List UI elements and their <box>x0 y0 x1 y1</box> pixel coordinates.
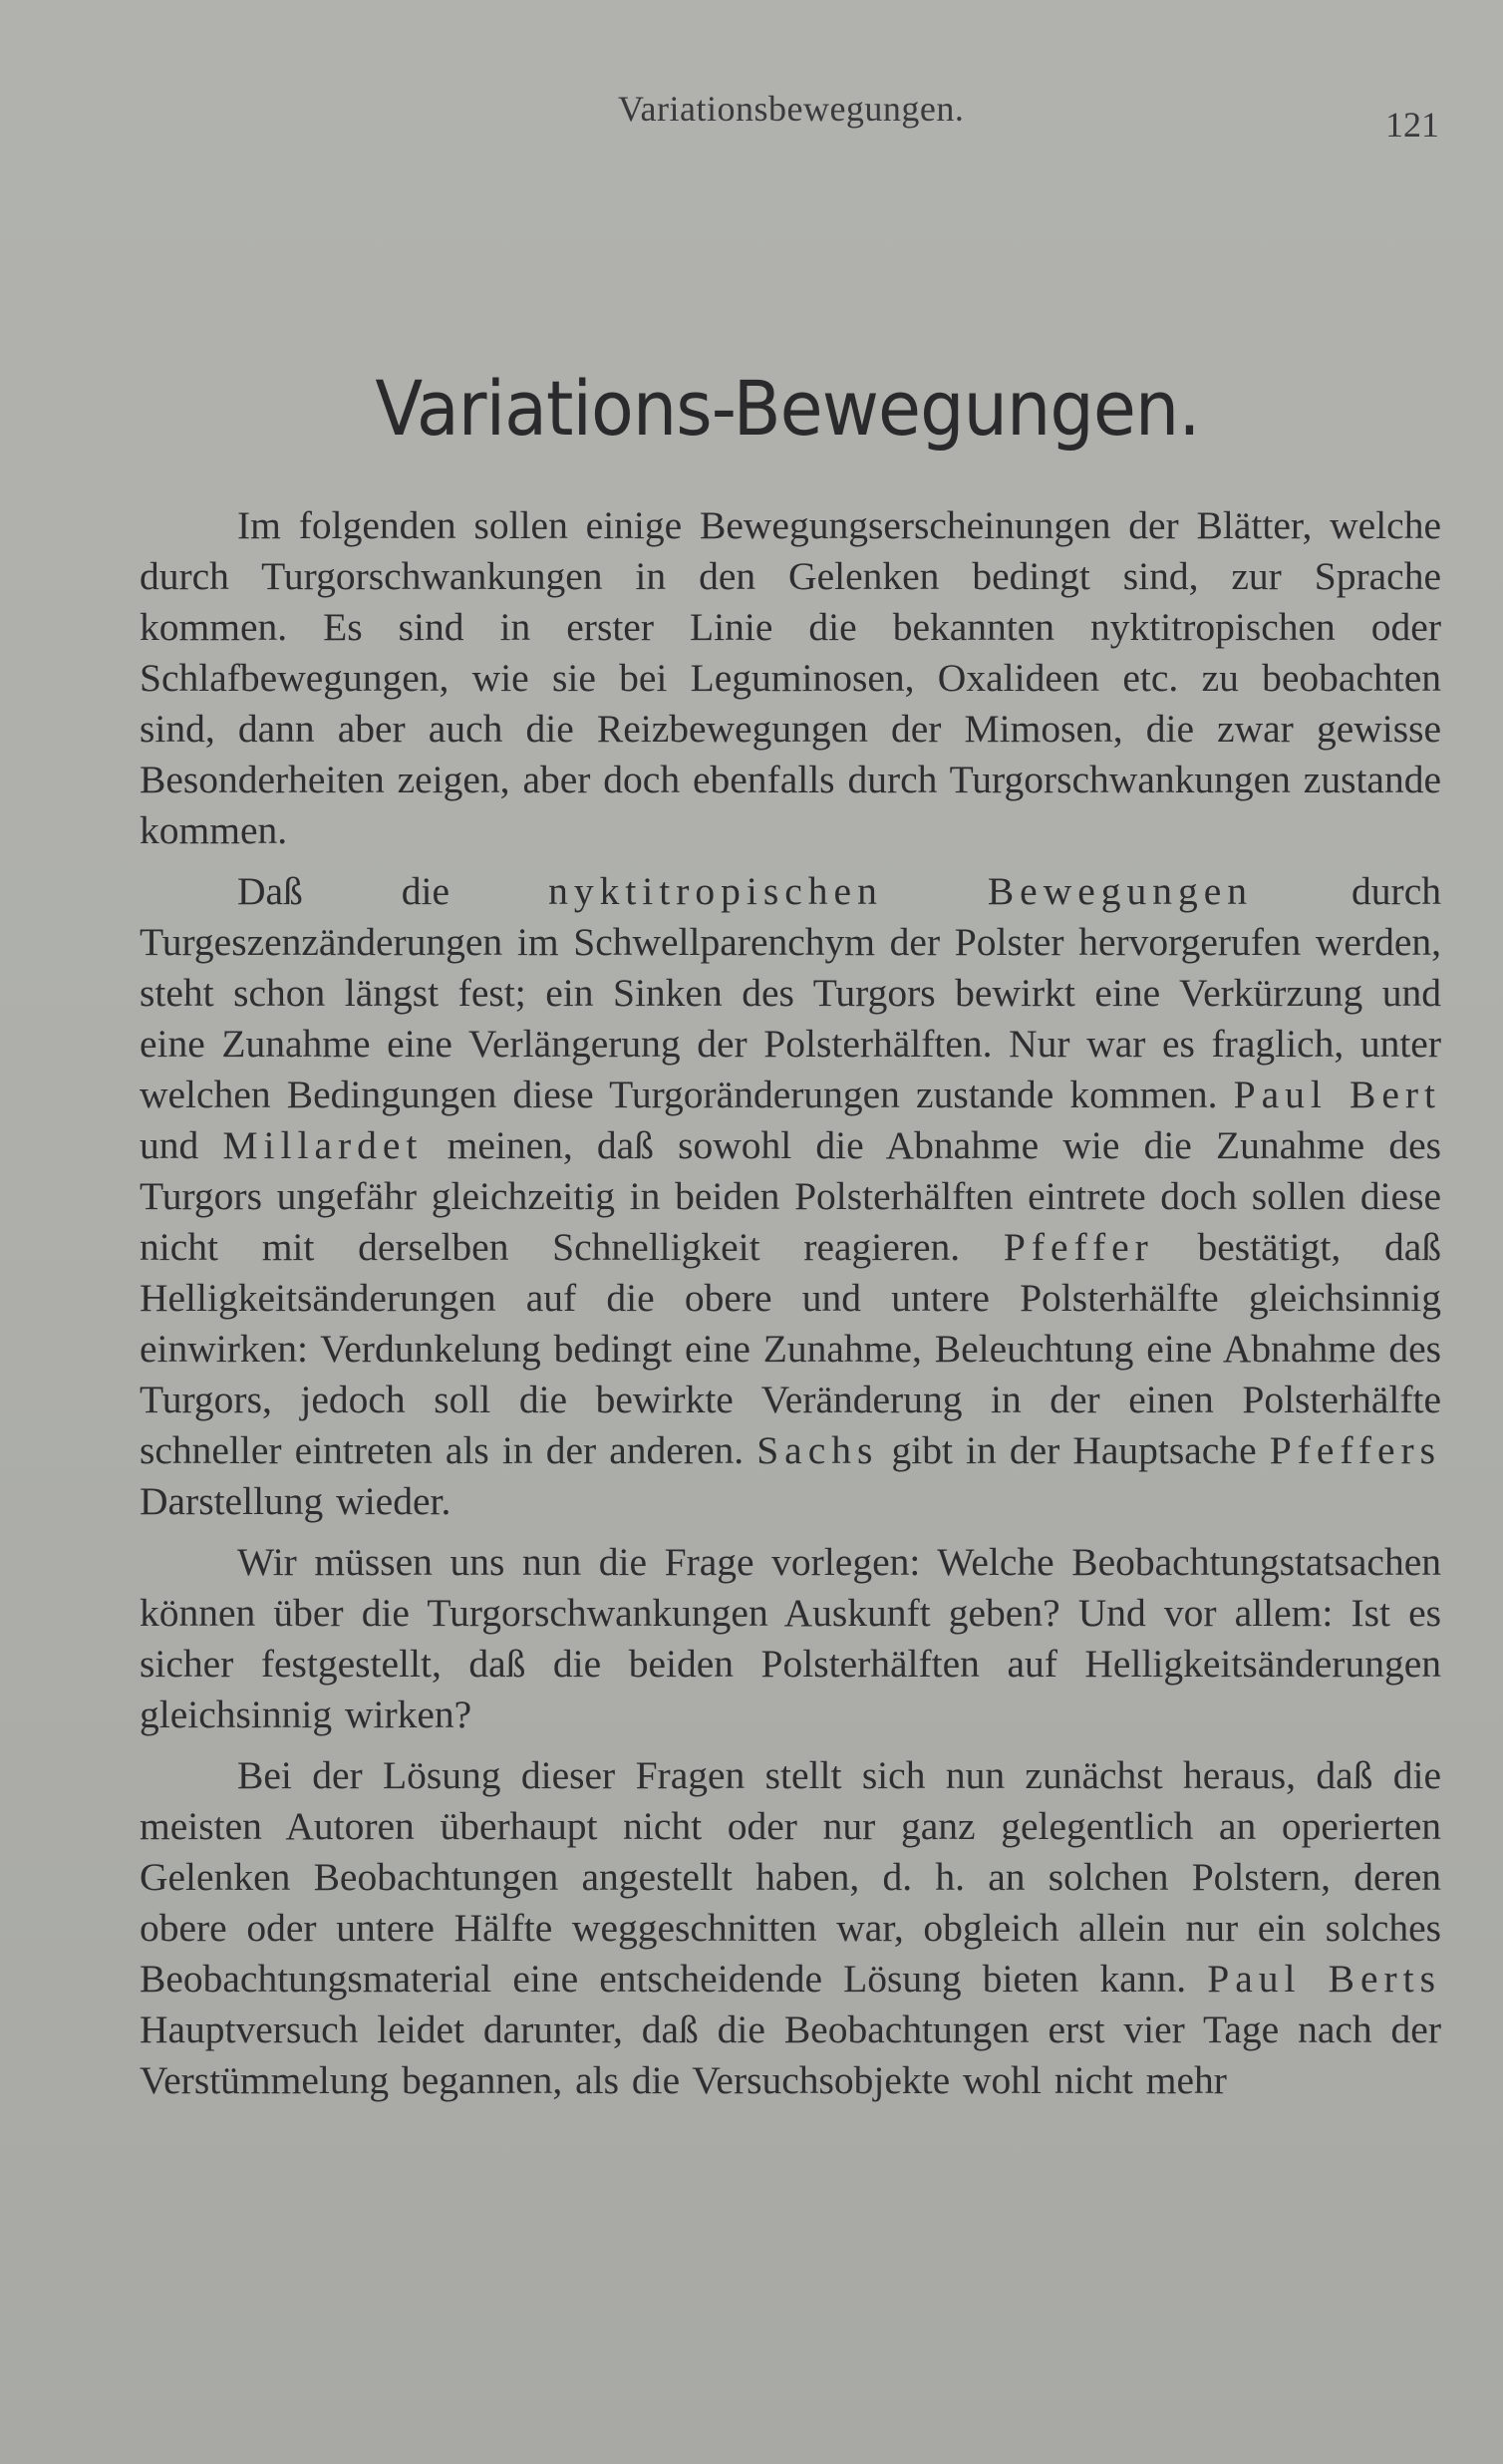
body-text <box>140 500 1441 2106</box>
paragraph-4 <box>140 1750 1441 2106</box>
text-run: bestätigt, daß Helligkeitsänderungen auf die obere und untere Polsterhälfte gleichsinnig einwirken: Verdunkelung bedingt eine Zunahme, Beleuchtung eine Abnahme des Turgors, jedoch soll die bewirkte Veränderung in der einen Polsterhälfte schneller eintreten als in der anderen. <box>140 1225 1441 1472</box>
author-name: Paul Berts <box>1207 1957 1441 2001</box>
text-run: durch Turgeszenzänderungen im Schwellparenchym der Polster hervorgerufen werden, steht schon längst fest; ein Sinken des Turgors bewirkt eine Verkürzung und eine Zunahme eine Verlängerung der Polsterhälften. Nur war es fraglich, unter welchen Bedingungen diese Turgoränderungen zustande kommen. <box>140 869 1441 1116</box>
text-run: Darstellung wieder. <box>140 1479 451 1523</box>
author-name: Pfeffer <box>1003 1225 1154 1269</box>
emphasis-spaced: nyktitropischen Bewegungen <box>548 869 1254 913</box>
text-run: gibt in der Hauptsache <box>878 1428 1270 1472</box>
author-name: Paul Bert <box>1233 1073 1441 1116</box>
text-run: Wir müssen uns nun die Frage vorlegen: Welche Beobachtungstatsachen können über die Turgorschwankungen Auskunft geben? Und vor allem: Ist es sicher festgestellt, daß die beiden Polsterhälften auf Helligkeitsänderungen gleichsinnig wirken? <box>140 1540 1441 1736</box>
running-head <box>0 88 1503 148</box>
text-run: Daß die <box>237 869 549 913</box>
text-run: Im folgenden sollen einige Bewegungserscheinungen der Blätter, welche durch Turgorschwankungen in den Gelenken bedingt sind, zur Sprache kommen. Es sind in erster Linie die bekannten nyktitropischen oder Schlafbewegungen, wie sie bei Leguminosen, Oxalideen etc. zu beobachten sind, dann aber auch die Reizbewegungen der Mimosen, die zwar gewisse Besonderheiten zeigen, aber doch ebenfalls durch Turgorschwankungen zustande kommen. <box>140 503 1441 852</box>
paragraph-2 <box>140 866 1441 1527</box>
page-number: 121 <box>1385 105 1439 145</box>
text-run: Bei der Lösung dieser Fragen stellt sich nun zunächst heraus, daß die meisten Autoren überhaupt nicht oder nur ganz gelegentlich an operierten Gelenken Beobachtungen angestellt haben, d. h. an solchen Polstern, deren obere oder untere Hälfte weggeschnitten war, obgleich allein nur ein solches Beobachtungsmaterial eine entscheidende Lösung bieten kann. <box>140 1753 1441 2001</box>
author-name: Millardet <box>222 1123 424 1167</box>
text-run: Hauptversuch leidet darunter, daß die Beobachtungen erst vier Tage nach der Verstümmelung begannen, als die Versuchsobjekte wohl nicht mehr <box>140 2007 1441 2102</box>
author-name: Pfeffers <box>1269 1428 1442 1472</box>
running-title: Variationsbewegungen. <box>618 89 965 129</box>
paragraph-1 <box>140 500 1441 856</box>
paragraph-3 <box>140 1537 1441 1740</box>
text-run: meinen, daß sowohl die Abnahme wie die Zunahme des Turgors ungefähr gleichzeitig in beiden Polsterhälften eintrete doch sollen diese nicht mit derselben Schnelligkeit reagieren. <box>140 1123 1441 1269</box>
chapter-title: Variations-Bewegungen. <box>375 364 1200 453</box>
author-name: Sachs <box>756 1428 879 1472</box>
text-run: und <box>140 1123 223 1167</box>
